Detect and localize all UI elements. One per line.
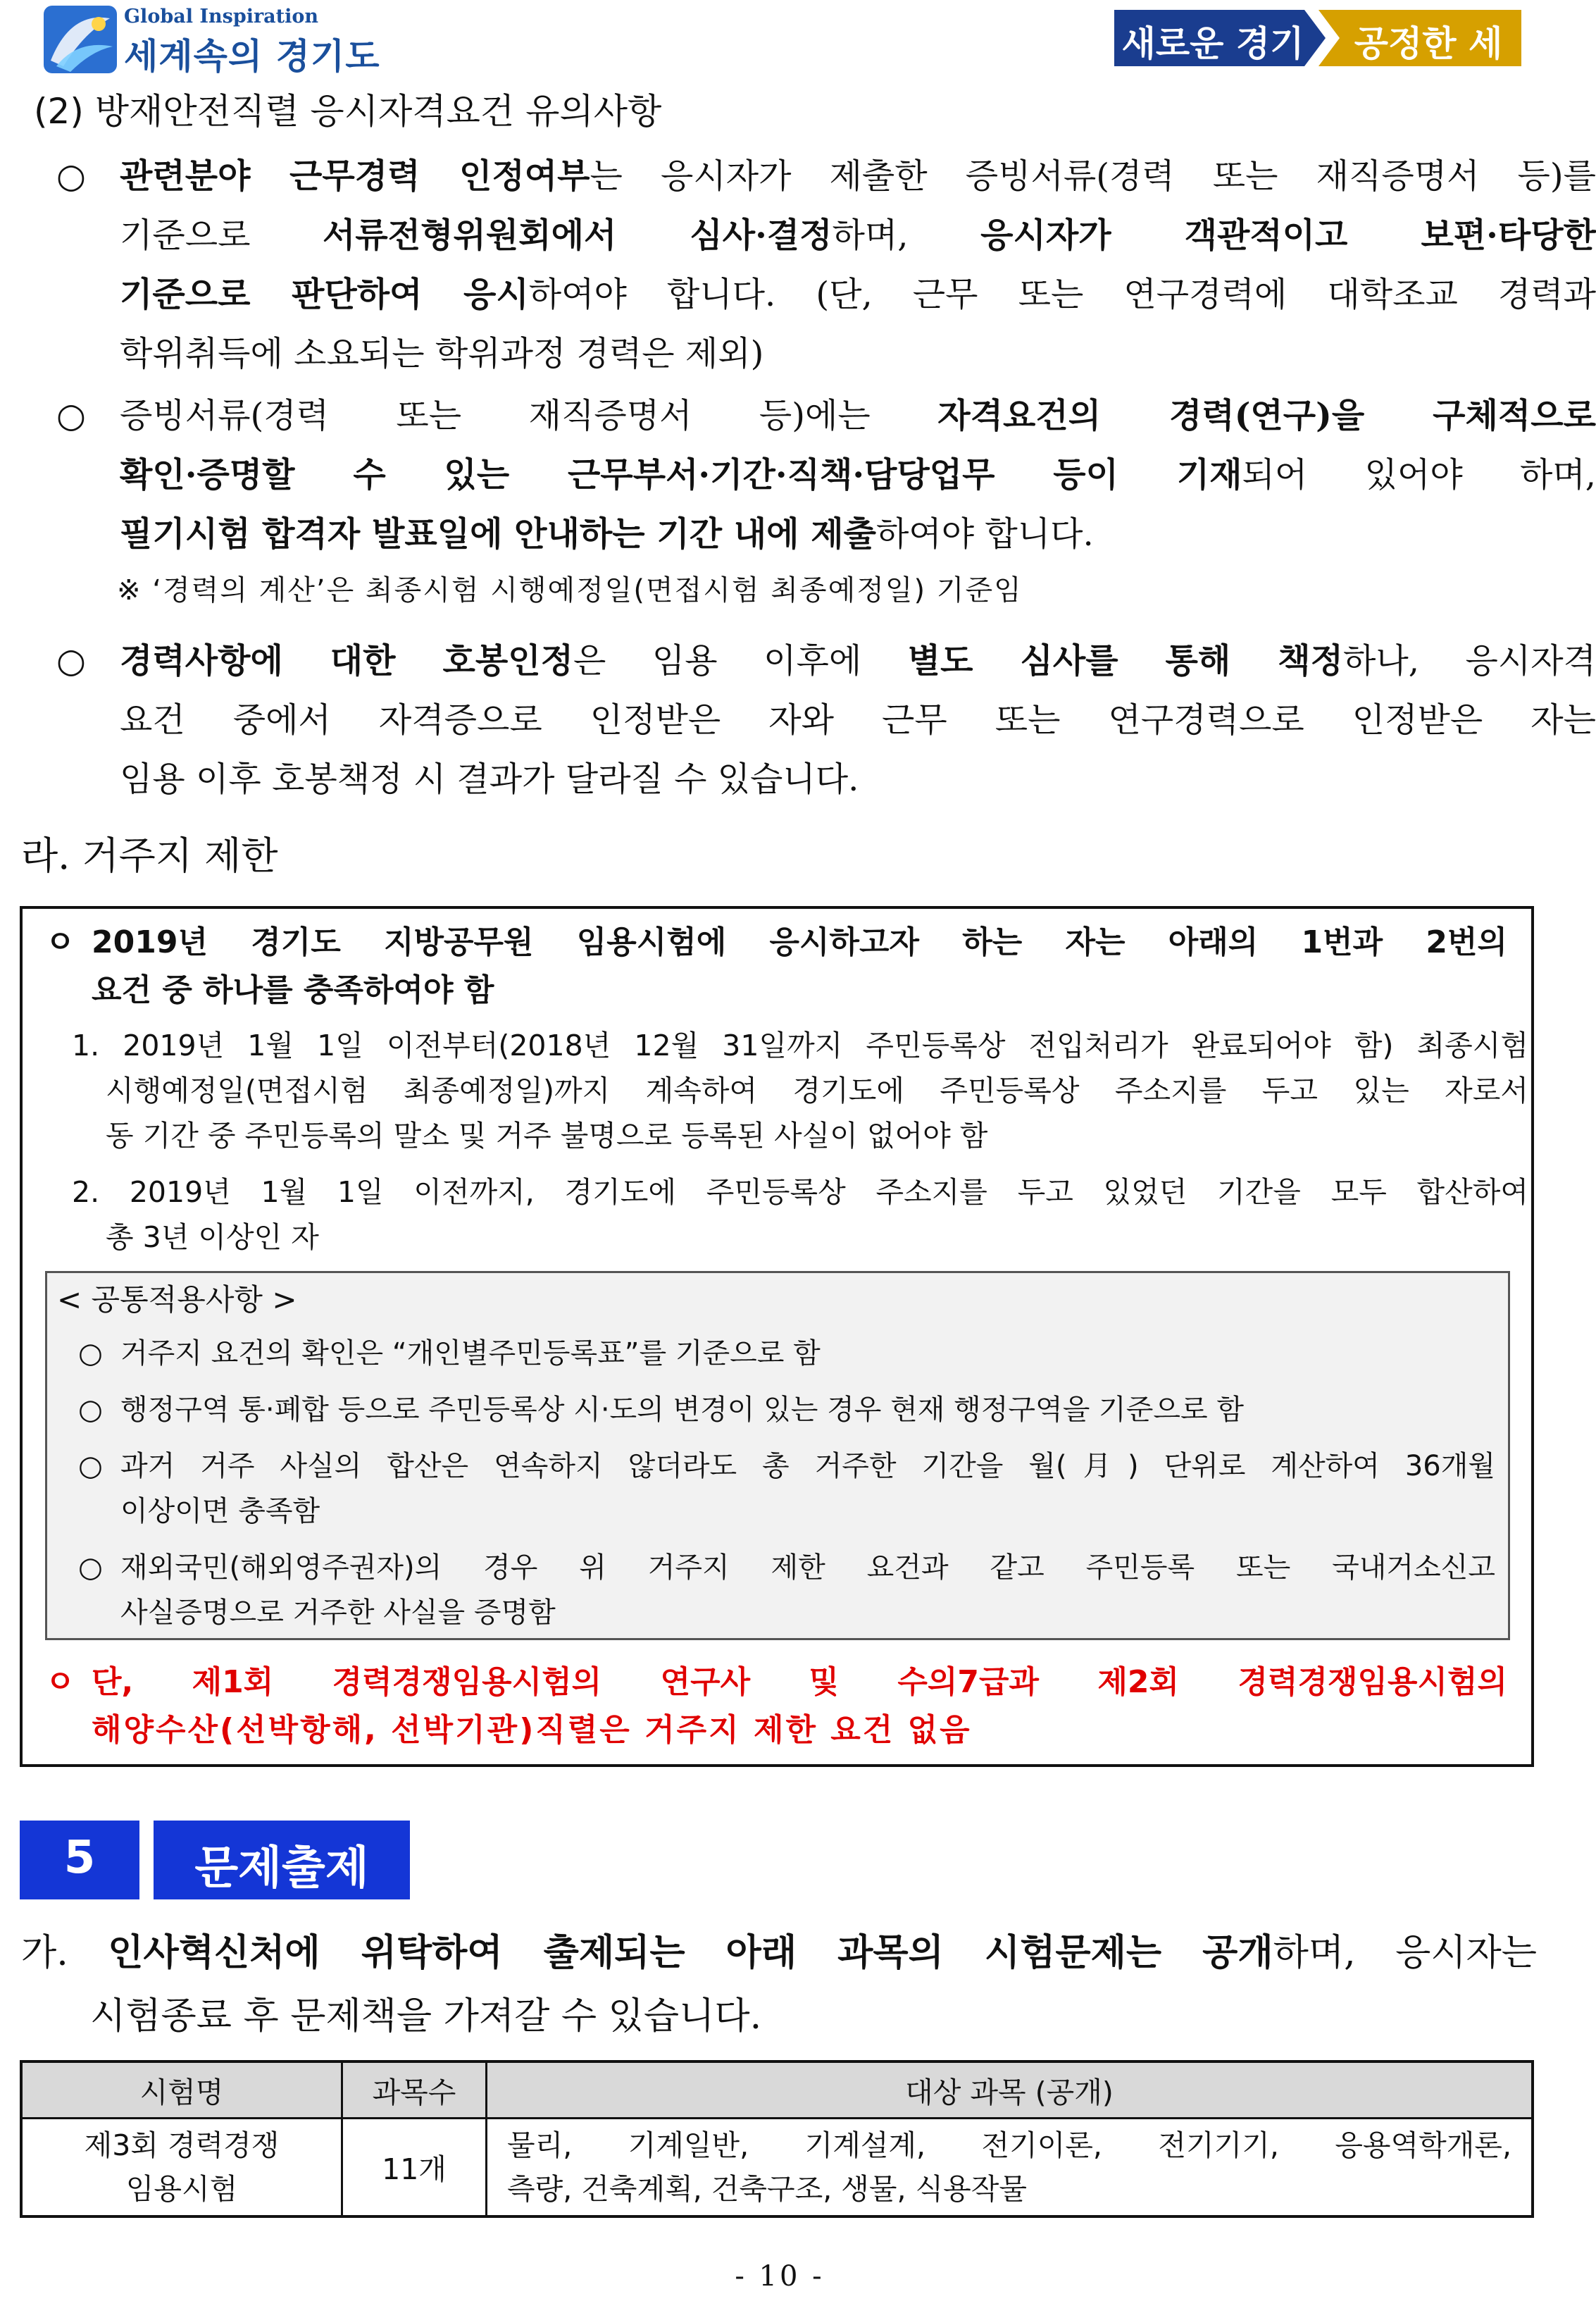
residence-item-1-line-2: 시행예정일(면접시험 최종예정일)까지 계속하여 경기도에 주민등록상 주소지를 두고 있는 자로서 — [106, 1074, 1528, 1108]
bullet-3-line-3: 임용 이후 호봉책정 시 결과가 달라질 수 있습니다. — [120, 759, 859, 799]
bullet-2-text-2: 되어 있어야 하며, — [1242, 455, 1596, 495]
table-cell-name-line-1: 제3회 경력경쟁 — [84, 2128, 280, 2162]
bullet-2-text-3: 하여야 합니다. — [876, 514, 1094, 554]
bullet-2-bold-2: 확인·증명할 수 있는 근무부서·기간·직책·담당업무 등이 기재 — [120, 455, 1242, 495]
residence-item-2-line-1: 2. 2019년 1월 1일 이전까지, 경기도에 주민등록상 주소지를 두고 있었던 기간을 모두 합산하여 — [72, 1175, 1528, 1209]
common-bullet-1: ○ — [78, 1337, 103, 1370]
bullet-1-text-2: 기준으로 — [120, 216, 323, 255]
bullet-2-bold-1: 자격요건의 경력(연구)을 구체적으로 — [937, 396, 1596, 435]
table-header-subjects: 대상 과목 (공개) — [487, 2061, 1533, 2118]
common-rules-box — [45, 1271, 1510, 1640]
common-rule-4-line-2: 사실증명으로 거주한 사실을 증명함 — [120, 1596, 556, 1629]
logo-title: 세계속의 경기도 — [124, 36, 380, 77]
common-rule-3-line-1: 과거 거주 사실의 합산은 연속하지 않더라도 총 거주한 기간을 월(月) 단위로 계산하여 36개월 — [120, 1450, 1495, 1482]
bullet-1-text-1: 는 응시자가 제출한 증빙서류(경력 또는 재직증명서 등)를 — [590, 156, 1596, 196]
slogan-right: 공정한 세상 — [1354, 23, 1503, 115]
bullet-3-text-1: 은 임용 이후에 — [573, 641, 908, 681]
table-cell-count: 11개 — [342, 2118, 487, 2216]
residence-item-2-line-2: 총 3년 이상인 자 — [106, 1220, 319, 1254]
table-header-row — [21, 2061, 1533, 2118]
section-5-ga-rest: 하며, 응시자는 — [1273, 1932, 1538, 1974]
bullet-1-text-4: 하여야 합니다. (단, 근무 또는 연구경력에 대학조교 경력과 — [528, 275, 1596, 314]
bullet-1-bold-3: 응시자가 객관적이고 보편·타당한 — [980, 216, 1596, 255]
bullet-2-line-2 — [120, 445, 1596, 504]
page-number: - 10 - — [735, 2260, 825, 2293]
residence-main-line-2: 요건 중 하나를 충족하여야 함 — [92, 972, 494, 1008]
slogan-left: 새로운 경기 — [1121, 23, 1304, 64]
residence-bullet: ㅇ — [45, 924, 75, 960]
bullet-3-bold-1: 경력사항에 대한 호봉인정 — [120, 641, 573, 681]
bullet-3-line-2: 요건 중에서 자격증으로 인정받은 자와 근무 또는 연구경력으로 인정받은 자는 — [120, 700, 1596, 740]
section-2-title: (2) 방재안전직렬 응시자격요건 유의사항 — [34, 91, 662, 132]
section-5-number: 5 — [63, 1832, 96, 1884]
bullet-1-line-2 — [120, 206, 1596, 265]
bullet-2-line-1 — [120, 386, 1596, 445]
bullet-1-marker: ○ — [56, 156, 86, 196]
table-cell-subjects-line-1: 물리, 기계일반, 기계설계, 전기이론, 전기기기, 응용역학개론, — [507, 2128, 1511, 2162]
slogan-banner — [1114, 10, 1521, 115]
section-5-title: 문제출제 — [194, 1842, 369, 1895]
section-ra-title: 라. 거주지 제한 — [21, 833, 278, 878]
bullet-3-line-1 — [120, 631, 1596, 690]
bullet-2-marker: ○ — [56, 396, 86, 435]
section-5-ga-bold: 인사혁신처에 위탁하여 출제되는 아래 과목의 시험문제는 공개 — [108, 1931, 1273, 1974]
bullet-1-line-1 — [120, 147, 1596, 206]
table-cell-subjects-line-2: 측량, 건축계획, 건축구조, 생물, 식용작물 — [507, 2171, 1027, 2206]
common-rule-2: 행정구역 통·폐합 등으로 주민등록상 시·도의 변경이 있는 경우 현재 행정구역을 기준으로 함 — [120, 1394, 1244, 1426]
bullet-1-text-3: 하며, — [832, 216, 981, 255]
section-5-ga-line-1 — [21, 1923, 1537, 1983]
common-rule-3-line-2: 이상이면 충족함 — [120, 1495, 320, 1527]
bullet-1-bold-1: 관련분야 근무경력 인정여부 — [120, 156, 590, 196]
red-note-line-1: 단, 제1회 경력경쟁임용시험의 연구사 및 수의7급과 제2회 경력경쟁임용시험의 — [92, 1664, 1507, 1700]
bullet-2-line-3 — [120, 504, 1596, 564]
common-bullet-3: ○ — [78, 1450, 103, 1482]
logo-tagline: Global Inspiration — [124, 6, 319, 27]
residence-item-1-line-3: 동 기간 중 주민등록의 말소 및 거주 불명으로 등록된 사실이 없어야 함 — [106, 1119, 988, 1153]
residence-item-1-line-1: 1. 2019년 1월 1일 이전부터(2018년 12월 31일까지 주민등록상 전입처리가 완료되어야 함) 최종시험 — [72, 1029, 1528, 1062]
bullet-3-marker: ○ — [56, 641, 86, 681]
bullet-3-text-2: 하나, 응시자격 — [1343, 641, 1596, 681]
exam-subject-table — [20, 2060, 1534, 2218]
section-5-title-box — [154, 1821, 410, 1899]
bullet-1-line-4: 학위취득에 소요되는 학위과정 경력은 제외) — [120, 334, 764, 373]
section-5-number-box — [20, 1821, 139, 1899]
table-row — [21, 2118, 1533, 2216]
table-cell-subjects — [487, 2118, 1533, 2216]
table-header-count: 과목수 — [342, 2061, 487, 2118]
table-cell-name-line-2: 임용시험 — [125, 2171, 238, 2206]
bullet-2-note: ※ ‘경력의 계산’은 최종시험 시행예정일(면접시험 최종예정일) 기준임 — [117, 574, 1023, 607]
bullet-1-bold-2: 서류전형위원회에서 심사·결정 — [323, 216, 833, 255]
red-note-line-2: 해양수산(선박항해, 선박기관)직렬은 거주지 제한 요건 없음 — [92, 1712, 972, 1748]
bullet-2-bold-3: 필기시험 합격자 발표일에 안내하는 기간 내에 제출 — [120, 514, 876, 554]
section-5-ga-line-2: 시험종료 후 문제책을 가져갈 수 있습니다. — [90, 1995, 762, 2038]
common-rule-4-line-1: 재외국민(해외영주권자)의 경우 위 거주지 제한 요건과 같고 주민등록 또는 국내거소신고 — [120, 1551, 1495, 1584]
red-note-bullet: ㅇ — [45, 1664, 75, 1700]
table-cell-name — [21, 2118, 342, 2216]
bullet-3-bold-2: 별도 심사를 통해 책정 — [907, 641, 1343, 681]
common-bullet-2: ○ — [78, 1394, 103, 1426]
common-rule-1: 거주지 요건의 확인은 “개인별주민등록표”를 기준으로 함 — [120, 1337, 821, 1370]
bullet-1-bold-4: 기준으로 판단하여 응시 — [120, 275, 529, 314]
common-bullet-4: ○ — [78, 1551, 103, 1584]
table-header-name: 시험명 — [21, 2061, 342, 2118]
bullet-1-line-3 — [120, 265, 1596, 324]
section-5-ga-prefix: 가. — [21, 1932, 108, 1974]
common-rules-title: < 공통적용사항 > — [57, 1282, 297, 1317]
residence-main-line-1: 2019년 경기도 지방공무원 임용시험에 응시하고자 하는 자는 아래의 1번과 2번의 — [92, 924, 1507, 960]
gyeonggi-logo-icon — [42, 4, 118, 75]
residence-box — [20, 906, 1534, 1767]
bullet-2-text-1: 증빙서류(경력 또는 재직증명서 등)에는 — [120, 396, 938, 435]
